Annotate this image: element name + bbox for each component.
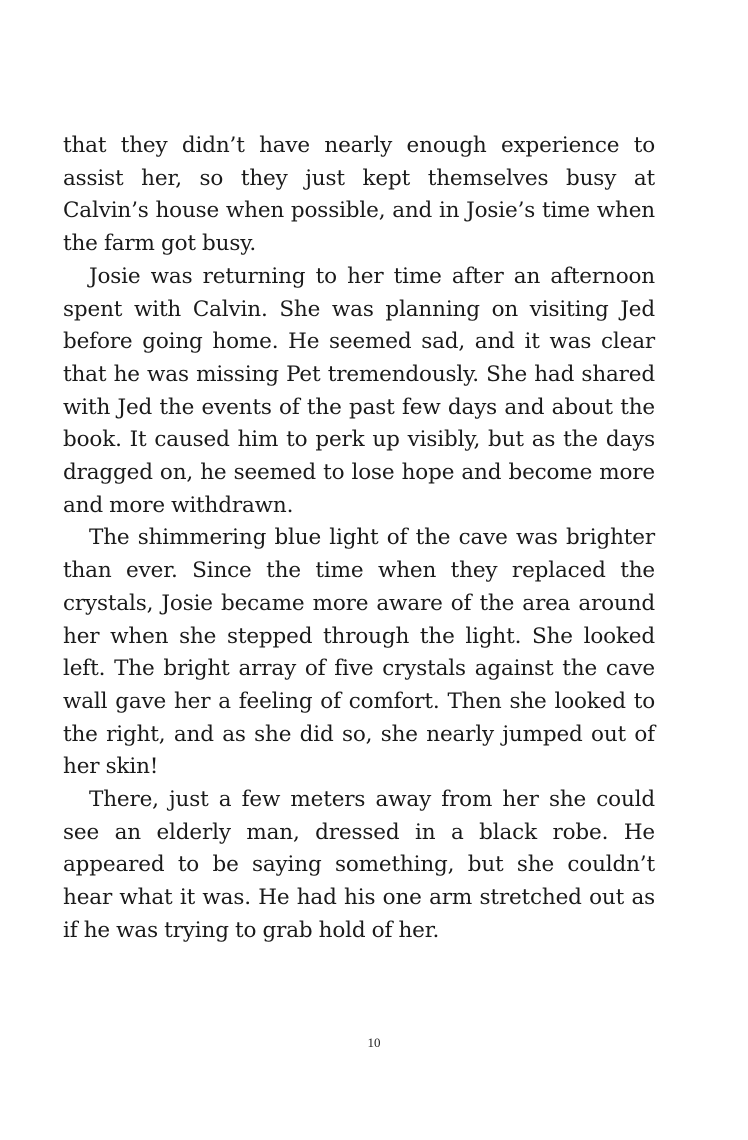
paragraph-2: Josie was returning to her time after an afternoon spent with Calvin. She was planning on visiting Jed before going home. He seemed sad, and it was clear that he was missing Pet tremendously. She had shared with Jed the events of the past few days and about the book. It caused him to perk up visibly, but as the days dragged on, he seemed to lose hope and become more and more withdrawn. [63, 263, 655, 518]
paragraph-3: The shimmering blue light of the cave was brighter than ever. Since the time when they replaced the crystals, Josie became more aware of the area around her when she stepped through the light. She looked left. The bright array of five crystals against the cave wall gave her a feeling of comfort. Then she looked to the right, and as she did so, she nearly jumped out of her skin! [63, 525, 655, 780]
paragraph-4: There, just a few meters away from her she could see an elderly man, dressed in a black robe. He appeared to be saying something, but she couldn’t hear what it was. He had his one arm stretched out as if he was trying to grab hold of her. [63, 787, 655, 943]
body-text [63, 130, 655, 948]
paragraph-1: that they didn’t have nearly enough experience to assist her, so they just kept themselves busy at Calvin’s house when possible, and in Josie’s time when the farm got busy. [63, 133, 655, 257]
page-number: 10 [367, 1035, 381, 1050]
